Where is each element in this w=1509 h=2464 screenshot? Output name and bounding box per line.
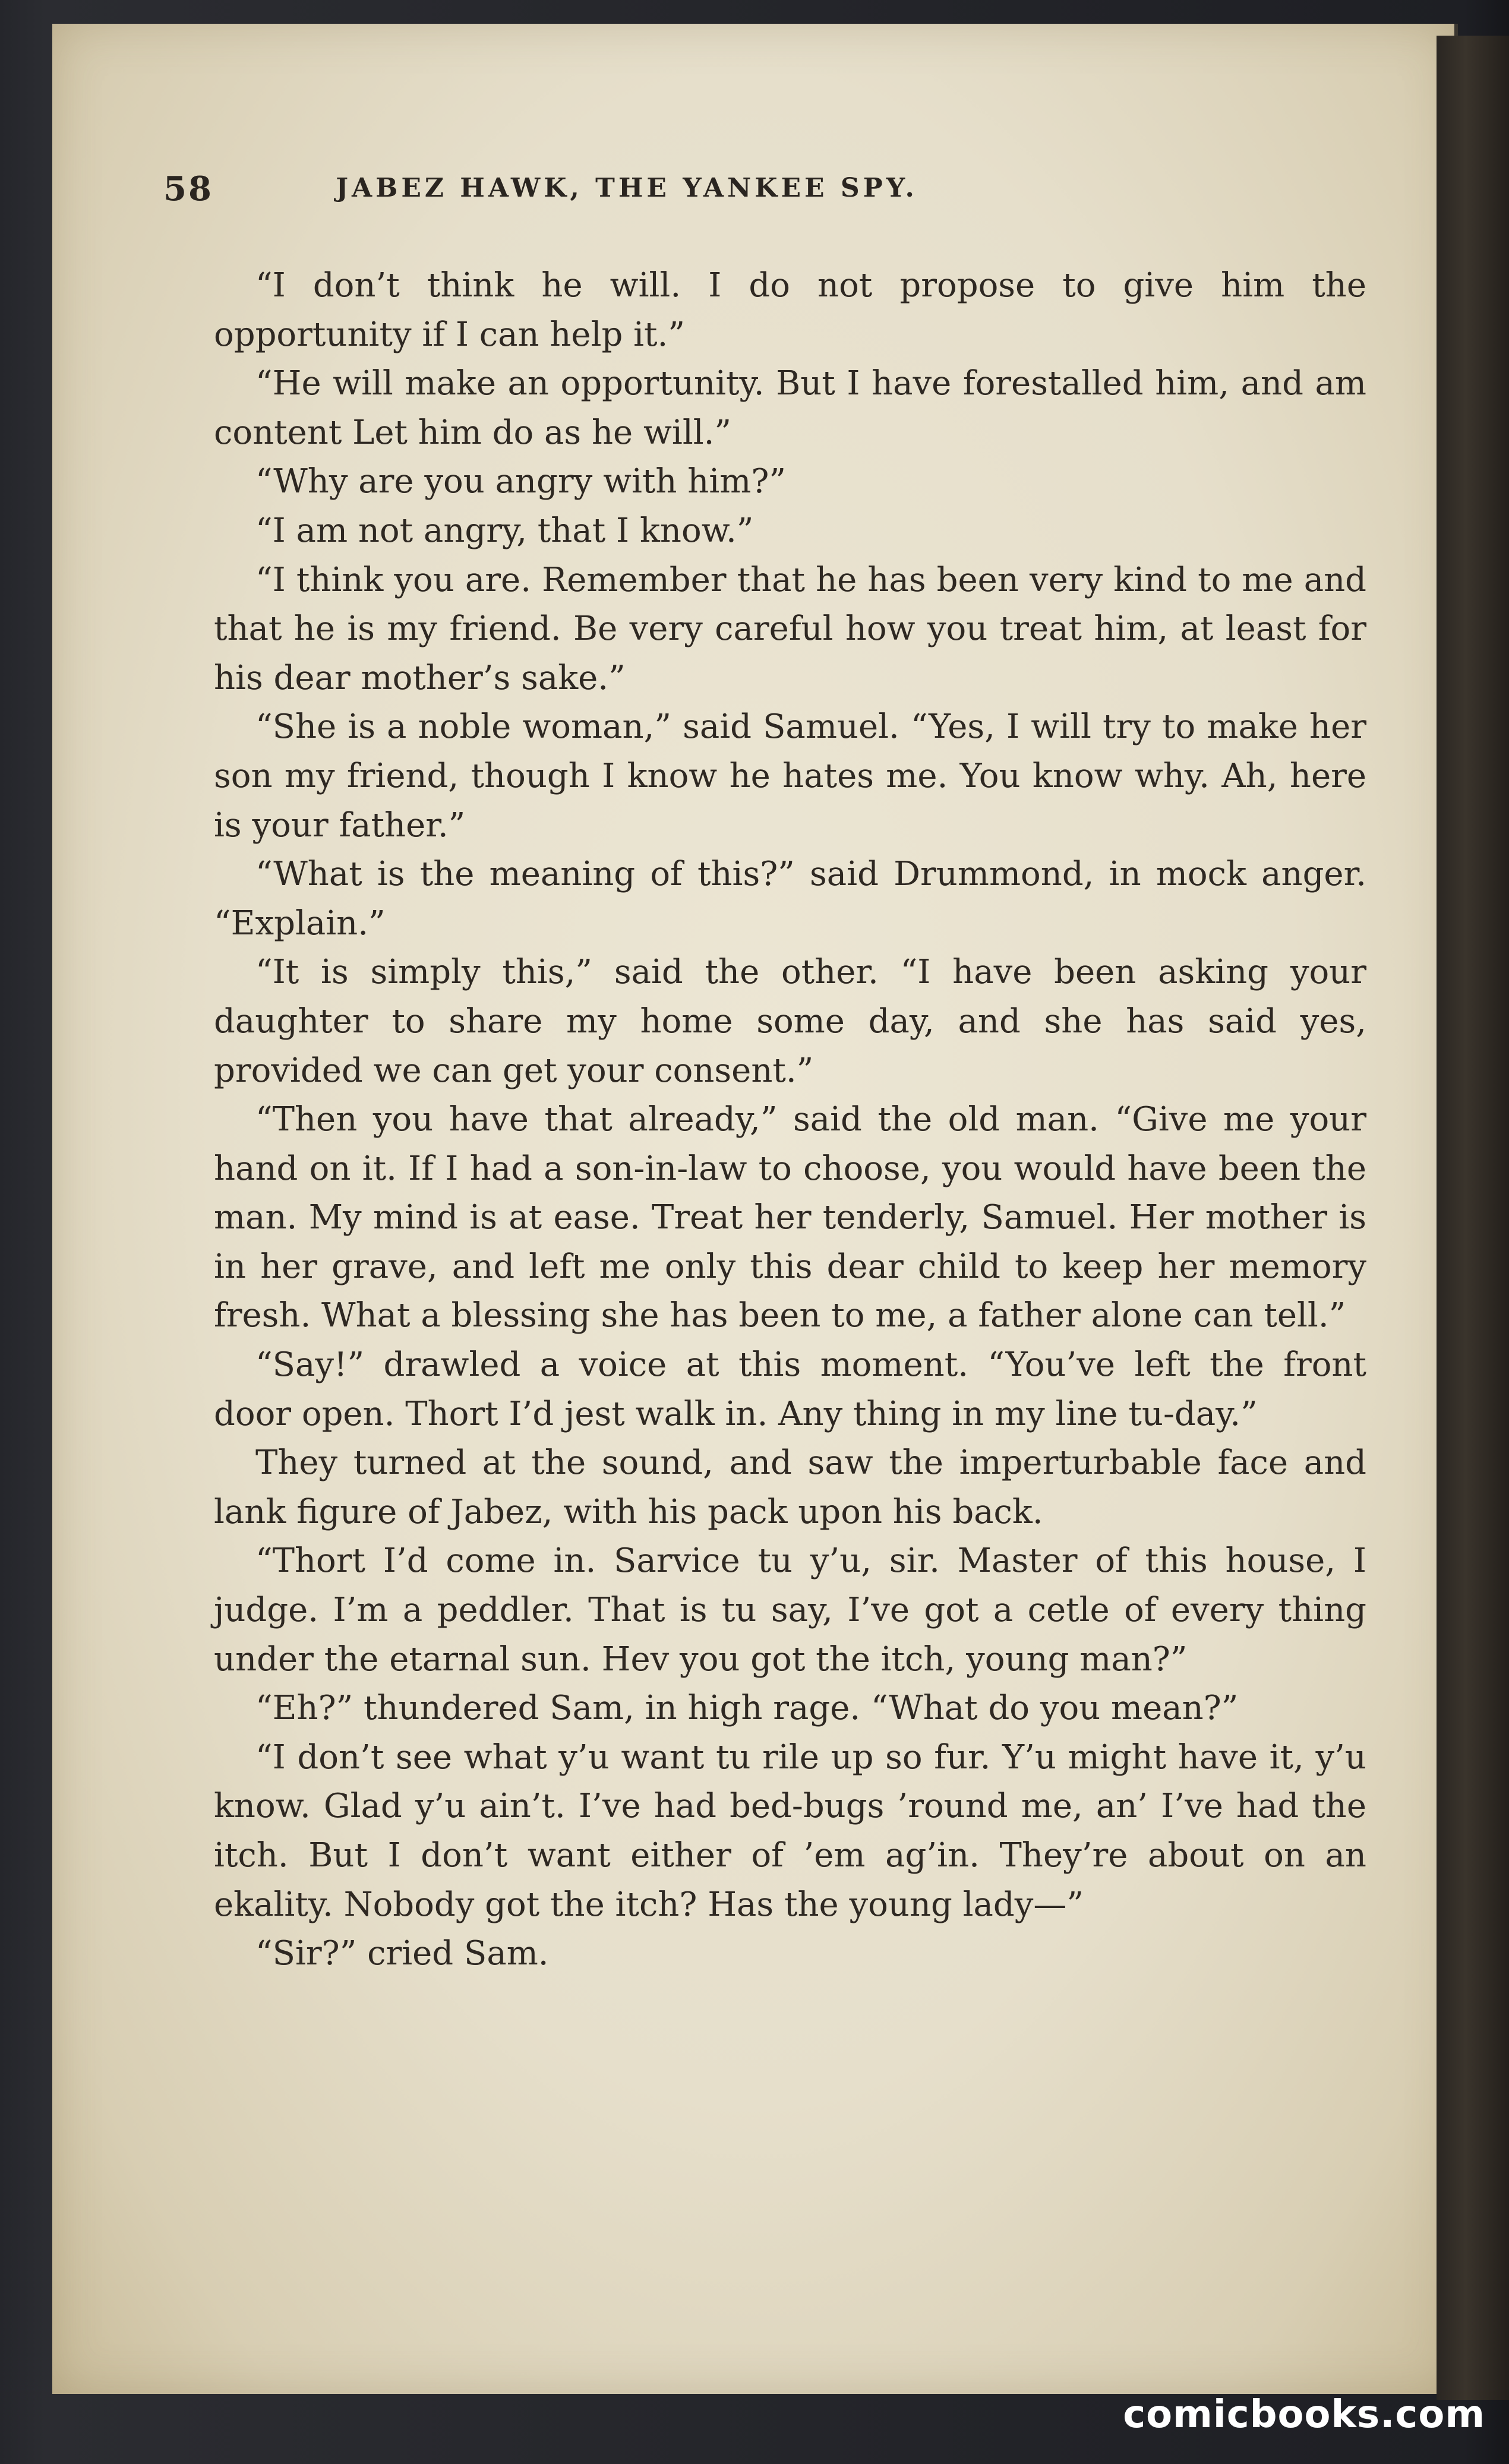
paragraph: “What is the meaning of this?” said Drummond, in mock anger. “Explain.” — [214, 855, 1366, 943]
paragraph: “Eh?” thundered Sam, in high rage. “What do you mean?” — [255, 1689, 1239, 1728]
paragraph: They turned at the sound, and saw the imperturbable face and lank figure of Jabez, with his pack upon his back. — [214, 1443, 1366, 1531]
paragraph: “I don’t see what y’u want tu rile up so fur. Y’u might have it, y’u know. Glad y’u ain’t. I’ve had bed-bugs ’round me, an’ I’ve had the itch. But I don’t want either of ’em ag’in. They’re about on an ekality. Nobody got the itch? Has the young lady—” — [214, 1738, 1366, 1924]
paragraph: “She is a noble woman,” said Samuel. “Yes, I will try to make her son my friend, though I know he hates me. You know why. Ah, here is your father.” — [214, 707, 1366, 845]
paragraph: “Thort I’d come in. Sarvice tu y’u, sir. Master of this house, I judge. I’m a peddler. That is tu say, I’ve got a cetle of every thing under the etarnal sun. Hev you got the itch, young man?” — [214, 1541, 1366, 1679]
paragraph: “It is simply this,” said the other. “I have been asking your daughter to share my home some day, and she has said yes, provided we can get your consent.” — [214, 953, 1366, 1090]
page-number: 58 — [163, 169, 213, 209]
paragraph: “I am not angry, that I know.” — [255, 511, 754, 550]
body-text — [214, 261, 1366, 1979]
paragraph: “I don’t think he will. I do not propose to give him the opportunity if I can help it.” — [214, 266, 1366, 354]
watermark: comicbooks.com — [1123, 2393, 1485, 2437]
paragraph: “Say!” drawled a voice at this moment. “You’ve left the front door open. Thort I’d jest walk in. Any thing in my line tu-day.” — [214, 1345, 1366, 1433]
paragraph: “I think you are. Remember that he has been very kind to me and that he is my friend. Be very careful how you treat him, at least for his dear mother’s sake.” — [214, 560, 1366, 697]
book-spine — [1437, 36, 1509, 2400]
paragraph: “Why are you angry with him?” — [255, 462, 787, 501]
paragraph: “Then you have that already,” said the old man. “Give me your hand on it. If I had a son-in-law to choose, you would have been the man. My mind is at ease. Treat her tenderly, Samuel. Her mother is in her grave, and left me only this dear child to keep her memory fresh. What a blessing she has been to me, a father alone can tell.” — [214, 1100, 1366, 1335]
paragraph: “Sir?” cried Sam. — [255, 1934, 549, 1973]
paragraph: “He will make an opportunity. But I have forestalled him, and am content Let him do as he will.” — [214, 364, 1366, 452]
running-head: JABEZ HAWK, THE YANKEE SPY. — [336, 173, 918, 203]
